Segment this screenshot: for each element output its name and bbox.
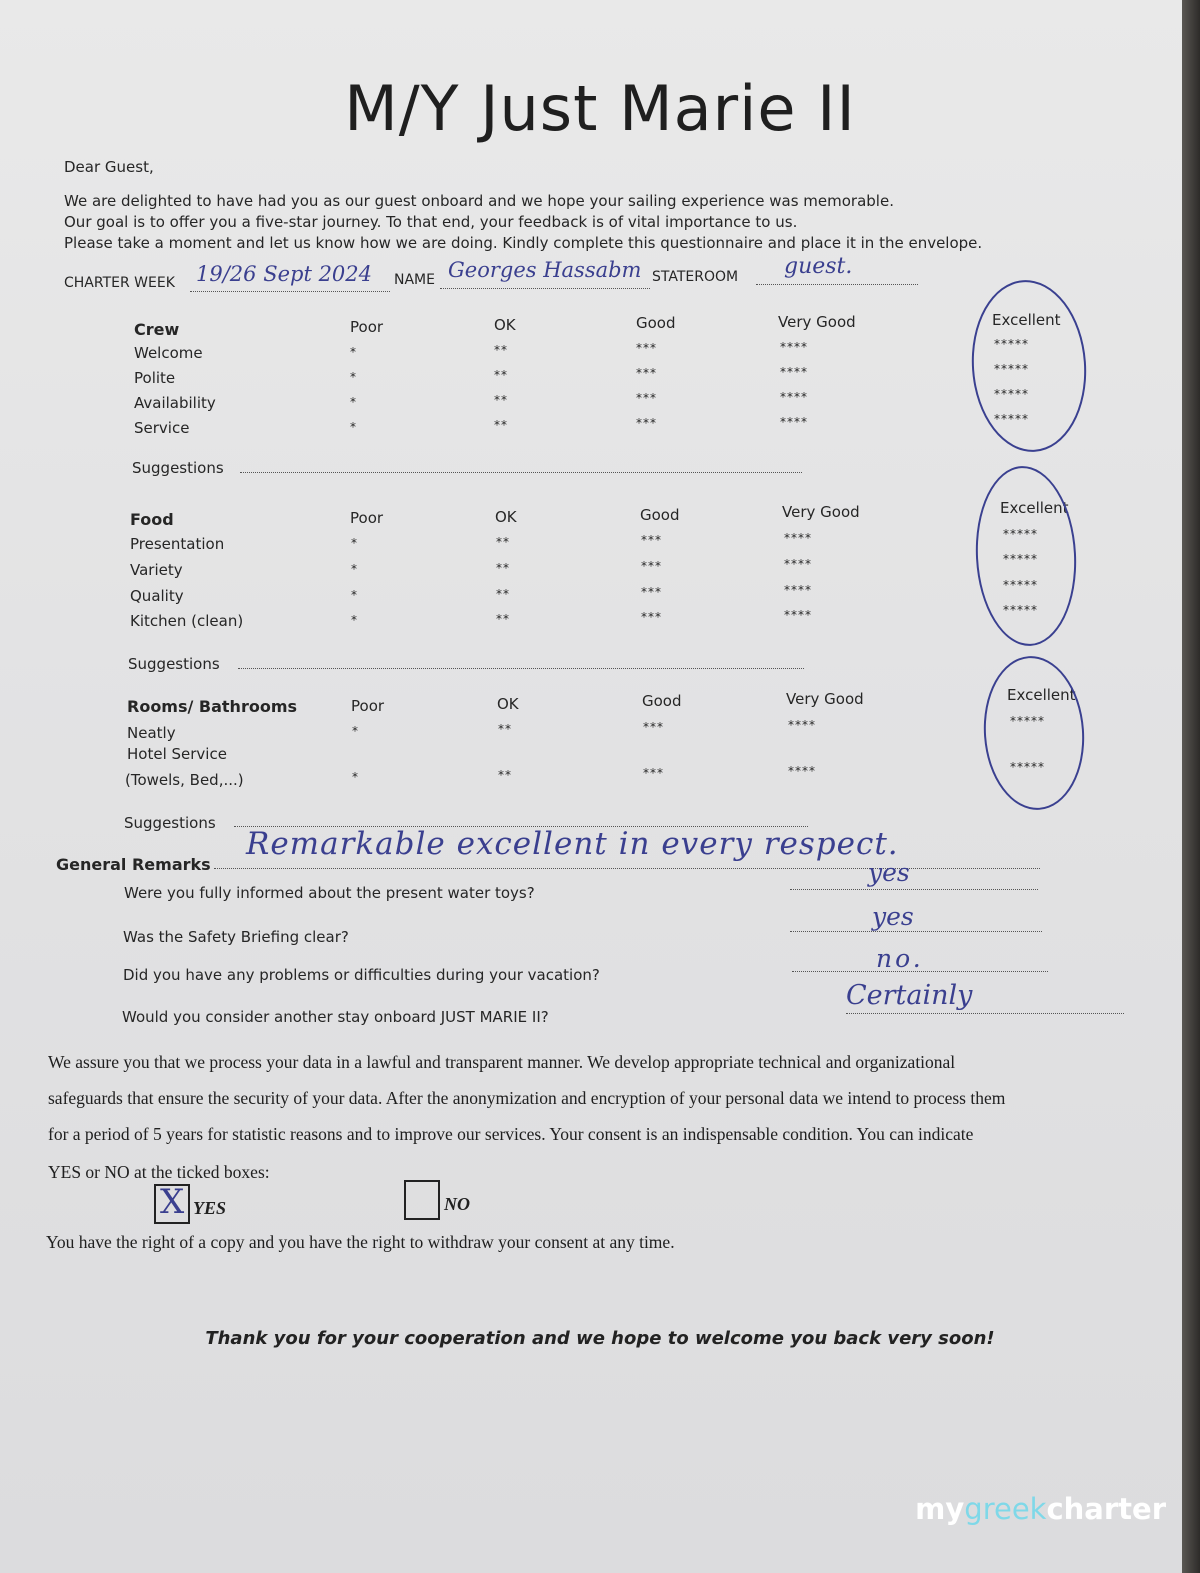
rooms-neatly-good[interactable]: *** — [643, 720, 664, 734]
food-quality-excellent[interactable]: ***** — [1003, 578, 1038, 592]
crew-polite-poor[interactable]: * — [350, 370, 357, 384]
watermark-part-charter: charter — [1046, 1492, 1166, 1526]
crew-col-very-good: Very Good — [778, 313, 856, 331]
crew-suggestions-label: Suggestions — [132, 459, 224, 477]
rooms-neatly-ok[interactable]: ** — [498, 722, 512, 736]
thank-you-text: Thank you for your cooperation and we hope to welcome you back very soon! — [205, 1328, 995, 1349]
crew-welcome-good[interactable]: *** — [636, 341, 657, 355]
general-remarks-label: General Remarks — [56, 855, 211, 874]
rooms-suggestions-label: Suggestions — [124, 814, 216, 832]
question-water-toys: Were you fully informed about the present water toys? — [124, 884, 535, 902]
food-kitchen-poor[interactable]: * — [351, 613, 358, 627]
food-presentation-very-good[interactable]: **** — [784, 531, 812, 545]
name-label: NAME — [394, 272, 435, 288]
crew-service-good[interactable]: *** — [636, 416, 657, 430]
legal-line-4: YES or NO at the ticked boxes: — [48, 1162, 270, 1182]
food-variety-excellent[interactable]: ***** — [1003, 552, 1038, 566]
rooms-hotel-excellent[interactable]: ***** — [1010, 760, 1045, 774]
crew-excellent-circle — [966, 276, 1092, 456]
answer-line-water-toys — [790, 889, 1038, 890]
name-value[interactable]: Georges Hassabm — [448, 258, 642, 282]
crew-col-excellent: Excellent — [992, 311, 1061, 329]
answer-problems[interactable]: no. — [876, 944, 924, 973]
food-quality-ok[interactable]: ** — [496, 587, 510, 601]
crew-col-poor: Poor — [350, 318, 384, 336]
consent-yes-label: YES — [193, 1198, 227, 1218]
crew-polite-excellent[interactable]: ***** — [994, 362, 1029, 376]
answer-line-safety — [790, 931, 1042, 932]
legal-line-3: for a period of 5 years for statistic reasons and to improve our services. Your consent is an indispensable condition. You can indicate — [48, 1124, 974, 1144]
food-quality-poor[interactable]: * — [351, 588, 358, 602]
food-section-title: Food — [130, 510, 174, 529]
crew-welcome-excellent[interactable]: ***** — [994, 337, 1029, 351]
crew-service-ok[interactable]: ** — [494, 418, 508, 432]
food-presentation-excellent[interactable]: ***** — [1003, 527, 1038, 541]
rooms-neatly-poor[interactable]: * — [352, 724, 359, 738]
consent-yes-checkbox[interactable] — [154, 1184, 190, 1224]
answer-line-another-stay — [846, 1013, 1124, 1014]
rooms-col-poor: Poor — [351, 697, 385, 715]
food-variety-good[interactable]: *** — [641, 559, 662, 573]
crew-suggestions-line[interactable] — [240, 472, 802, 473]
food-col-good: Good — [640, 506, 680, 524]
crew-col-good: Good — [636, 314, 676, 332]
charter-week-line — [190, 291, 390, 292]
food-kitchen-good[interactable]: *** — [641, 610, 662, 624]
consent-no-label: NO — [444, 1194, 470, 1214]
page-edge-shadow — [1182, 0, 1200, 1573]
rooms-neatly-very-good[interactable]: **** — [788, 718, 816, 732]
crew-section-title: Crew — [134, 320, 180, 339]
rooms-hotel-good[interactable]: *** — [643, 766, 664, 780]
rooms-col-good: Good — [642, 692, 682, 710]
rooms-row-towels-bed: (Towels, Bed,...) — [125, 771, 244, 789]
crew-welcome-ok[interactable]: ** — [494, 343, 508, 357]
food-row-variety: Variety — [130, 561, 183, 579]
intro-line-3: Please take a moment and let us know how we are doing. Kindly complete this questionnaire and place it in the envelope. — [64, 234, 983, 252]
rooms-col-ok: OK — [497, 695, 519, 713]
food-presentation-poor[interactable]: * — [351, 536, 358, 550]
food-col-excellent: Excellent — [1000, 499, 1069, 517]
rooms-excellent-circle — [979, 653, 1089, 814]
answer-another-stay[interactable]: Certainly — [846, 980, 973, 1011]
intro-line-1: We are delighted to have had you as our guest onboard and we hope your sailing experience was memorable. — [64, 192, 894, 210]
answer-safety-briefing[interactable]: yes — [872, 902, 914, 931]
food-kitchen-ok[interactable]: ** — [496, 612, 510, 626]
consent-yes-mark: X — [160, 1182, 185, 1222]
food-suggestions-line[interactable] — [238, 668, 804, 669]
crew-service-poor[interactable]: * — [350, 420, 357, 434]
food-suggestions-label: Suggestions — [128, 655, 220, 673]
stateroom-label: STATEROOM — [652, 269, 739, 285]
food-variety-ok[interactable]: ** — [496, 561, 510, 575]
crew-polite-very-good[interactable]: **** — [780, 365, 808, 379]
rooms-hotel-very-good[interactable]: **** — [788, 764, 816, 778]
form-title: M/Y Just Marie II — [344, 72, 856, 145]
question-another-stay: Would you consider another stay onboard JUST MARIE II? — [122, 1008, 549, 1026]
crew-availability-poor[interactable]: * — [350, 395, 357, 409]
food-row-kitchen: Kitchen (clean) — [130, 612, 244, 630]
answer-water-toys[interactable]: yes — [868, 858, 910, 887]
general-remarks-value[interactable]: Remarkable excellent in every respect. — [246, 826, 899, 862]
food-kitchen-excellent[interactable]: ***** — [1003, 603, 1038, 617]
crew-row-availability: Availability — [134, 394, 216, 412]
rooms-hotel-ok[interactable]: ** — [498, 768, 512, 782]
charter-week-value[interactable]: 19/26 Sept 2024 — [196, 262, 373, 286]
rooms-col-very-good: Very Good — [786, 690, 864, 708]
rooms-col-excellent: Excellent — [1007, 686, 1076, 704]
crew-row-service: Service — [134, 419, 190, 437]
crew-availability-excellent[interactable]: ***** — [994, 387, 1029, 401]
greeting: Dear Guest, — [64, 158, 154, 176]
food-variety-very-good[interactable]: **** — [784, 557, 812, 571]
crew-row-welcome: Welcome — [134, 344, 203, 362]
crew-welcome-poor[interactable]: * — [350, 345, 357, 359]
food-row-quality: Quality — [130, 587, 184, 605]
legal-line-2: safeguards that ensure the security of your data. After the anonymization and encryption of your personal data we intend to process them — [48, 1088, 1006, 1108]
crew-row-polite: Polite — [134, 369, 176, 387]
rooms-neatly-excellent[interactable]: ***** — [1010, 714, 1045, 728]
crew-polite-good[interactable]: *** — [636, 366, 657, 380]
intro-line-2: Our goal is to offer you a five-star journey. To that end, your feedback is of vital importance to us. — [64, 213, 798, 231]
crew-availability-good[interactable]: *** — [636, 391, 657, 405]
crew-availability-ok[interactable]: ** — [494, 393, 508, 407]
consent-no-checkbox[interactable] — [404, 1180, 440, 1220]
food-row-presentation: Presentation — [130, 535, 225, 553]
rooms-hotel-poor[interactable]: * — [352, 770, 359, 784]
question-safety-briefing: Was the Safety Briefing clear? — [123, 928, 349, 946]
crew-service-very-good[interactable]: **** — [780, 415, 808, 429]
crew-polite-ok[interactable]: ** — [494, 368, 508, 382]
charter-week-label: CHARTER WEEK — [64, 275, 175, 291]
food-variety-poor[interactable]: * — [351, 562, 358, 576]
watermark-part-greek: greek — [964, 1492, 1047, 1526]
name-line — [440, 288, 650, 289]
crew-service-excellent[interactable]: ***** — [994, 412, 1029, 426]
food-col-very-good: Very Good — [782, 503, 860, 521]
general-remarks-line — [214, 868, 1040, 869]
food-presentation-good[interactable]: *** — [641, 533, 662, 547]
food-col-poor: Poor — [350, 509, 384, 527]
question-problems: Did you have any problems or difficulties during your vacation? — [123, 966, 600, 984]
food-quality-good[interactable]: *** — [641, 585, 662, 599]
food-quality-very-good[interactable]: **** — [784, 583, 812, 597]
stateroom-line — [756, 284, 918, 285]
rooms-row-hotel-service: Hotel Service — [127, 745, 227, 763]
stateroom-value[interactable]: guest. — [784, 254, 853, 279]
food-presentation-ok[interactable]: ** — [496, 535, 510, 549]
crew-col-ok: OK — [494, 316, 516, 334]
legal-line-1: We assure you that we process your data in a lawful and transparent manner. We develop appropriate technical and organizational — [48, 1052, 956, 1072]
food-col-ok: OK — [495, 508, 517, 526]
rooms-section-title: Rooms/ Bathrooms — [127, 697, 298, 716]
watermark-part-my: my — [915, 1492, 965, 1526]
mygreekcharter-watermark — [915, 1492, 1166, 1526]
crew-welcome-very-good[interactable]: **** — [780, 340, 808, 354]
crew-availability-very-good[interactable]: **** — [780, 390, 808, 404]
rooms-row-neatly: Neatly — [127, 724, 176, 742]
food-kitchen-very-good[interactable]: **** — [784, 608, 812, 622]
rights-text: You have the right of a copy and you have the right to withdraw your consent at any time. — [46, 1232, 675, 1252]
food-excellent-circle — [971, 464, 1080, 649]
